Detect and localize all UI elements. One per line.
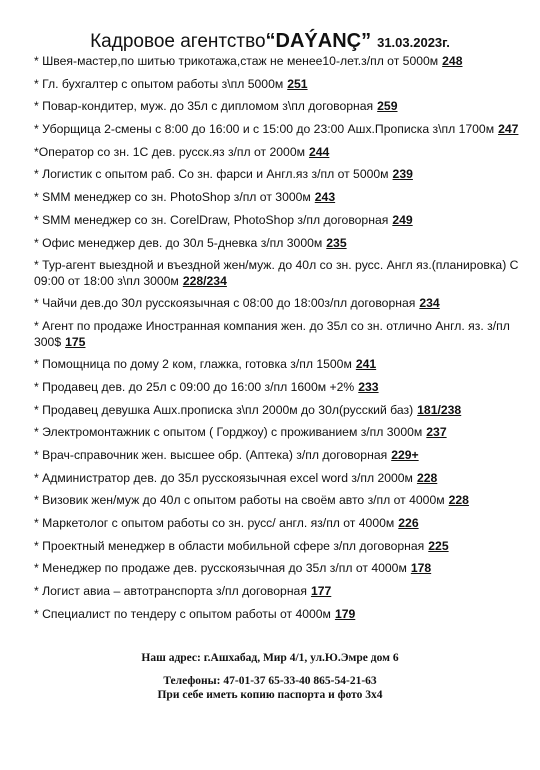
vacancy-code: 177 bbox=[310, 584, 332, 599]
vacancy-code: 239 bbox=[392, 167, 413, 182]
vacancy-item bbox=[34, 77, 520, 93]
vacancy-item bbox=[34, 236, 520, 252]
vacancy-item bbox=[34, 190, 520, 206]
vacancy-text: * Администратор дев. до 35л русскоязычная excel word з/пл 2000м bbox=[34, 470, 413, 485]
vacancy-code: 228/234 bbox=[182, 273, 227, 288]
vacancy-code: 251 bbox=[287, 76, 308, 91]
vacancy-item bbox=[34, 167, 520, 183]
vacancy-code: 249 bbox=[392, 212, 413, 227]
vacancy-text: * Логист авиа – автотранспорта з/пл договорная bbox=[34, 584, 307, 599]
vacancy-text: * Врач-справочник жен. высшее обр. (Аптека) з/пл договорная bbox=[34, 448, 388, 462]
vacancy-text: * Гл. бухгалтер с опытом работы з\пл 5000м bbox=[34, 76, 284, 91]
agency-brand: “DAÝANÇ” bbox=[265, 30, 372, 52]
vacancy-item bbox=[34, 403, 520, 419]
vacancy-code: 181/238 bbox=[417, 402, 462, 417]
vacancy-code: 234 bbox=[419, 296, 440, 311]
vacancy-text: * Менеджер по продаже дев. русскоязычная до 35л з/пл от 4000м bbox=[34, 561, 407, 576]
footer-note: При себе иметь копию паспорта и фото 3х4 bbox=[157, 689, 383, 701]
footer-phones: Телефоны: 47-01-37 65-33-40 865-54-21-63 bbox=[163, 675, 377, 687]
vacancy-code: 237 bbox=[426, 425, 447, 440]
vacancy-code: 233 bbox=[358, 379, 379, 394]
vacancy-text: * Логистик с опытом раб. Со зн. фарси и Англ.яз з/пл от 5000м bbox=[34, 167, 389, 182]
vacancy-text: * Тур-агент выездной и въездной жен/муж. до 40л со зн. русс. Англ яз.(планировка) С 09:00 от 18:00 з\пл 3000м bbox=[34, 258, 519, 288]
listing-date: 31.03.2023г. bbox=[377, 35, 450, 50]
vacancy-item bbox=[34, 448, 520, 464]
vacancy-code: 259 bbox=[377, 99, 398, 114]
vacancy-code: 225 bbox=[428, 538, 449, 553]
vacancy-code: 243 bbox=[314, 190, 336, 205]
vacancy-text: * Специалист по тендеру с опытом работы от 4000м bbox=[34, 606, 331, 621]
vacancy-text: * Продавец девушка Ашх.прописка з\пл 2000м до 30л(русский баз) bbox=[34, 402, 414, 417]
vacancy-text: * Продавец дев. до 25л с 09:00 до 16:00 з/пл 1600м +2% bbox=[34, 379, 355, 394]
vacancy-code: 228 bbox=[448, 493, 469, 508]
vacancy-item bbox=[34, 493, 520, 509]
vacancy-item bbox=[34, 607, 520, 623]
vacancy-text: * Проектный менеджер в области мобильной сфере з/пл договорная bbox=[34, 538, 425, 553]
vacancy-text: * Офис менеджер дев. до 30л 5-дневка з/пл 3000м bbox=[34, 235, 323, 250]
vacancy-code: 241 bbox=[355, 357, 377, 372]
vacancy-code: 179 bbox=[334, 606, 356, 621]
vacancy-item bbox=[34, 99, 520, 115]
vacancy-code: 228 bbox=[416, 470, 438, 485]
vacancy-item bbox=[34, 319, 520, 350]
vacancy-item bbox=[34, 380, 520, 396]
vacancy-code: 226 bbox=[398, 516, 419, 531]
vacancy-text: * Электромонтажник с опытом ( Горджоу) с проживанием з/пл 3000м bbox=[34, 425, 423, 440]
vacancy-item bbox=[34, 213, 520, 229]
vacancy-code: 247 bbox=[498, 122, 519, 137]
page-title bbox=[0, 30, 540, 53]
vacancy-list bbox=[34, 54, 520, 630]
vacancy-code: 235 bbox=[326, 235, 347, 250]
vacancy-text: * Маркетолог с опытом работы со зн. русс/ англ. яз/пл от 4000м bbox=[34, 516, 395, 531]
vacancy-item bbox=[34, 54, 520, 70]
vacancy-item bbox=[34, 516, 520, 532]
vacancy-code: 178 bbox=[410, 561, 432, 576]
vacancy-code: 229+ bbox=[391, 448, 419, 462]
vacancy-text: * Визовик жен/муж до 40л с опытом работы на своём авто з/пл от 4000м bbox=[34, 493, 445, 508]
vacancy-text: * SMM менеджер со зн. PhotoShop з/пл от 3000м bbox=[34, 190, 311, 205]
vacancy-item bbox=[34, 357, 520, 373]
vacancy-code: 248 bbox=[442, 54, 463, 68]
vacancy-item bbox=[34, 296, 520, 312]
agency-title: Кадровое агентство bbox=[90, 31, 266, 52]
vacancy-text: * Помощница по дому 2 ком, глажка, готовка з/пл 1500м bbox=[34, 357, 352, 372]
vacancy-item bbox=[34, 539, 520, 555]
vacancy-text: * Агент по продаже Иностранная компания жен. до 35л со зн. отлично Англ. яз. з/пл 300$ bbox=[34, 319, 510, 349]
vacancy-item bbox=[34, 584, 520, 600]
vacancy-item bbox=[34, 145, 520, 161]
footer-address: Наш адрес: г.Ашхабад, Мир 4/1, ул.Ю.Эмре дом 6 bbox=[141, 652, 399, 664]
vacancy-text: * Уборщица 2-смены с 8:00 до 16:00 и с 15:00 до 23:00 Ашх.Прописка з\пл 1700м bbox=[34, 122, 495, 137]
vacancy-text: * Повар-кондитер, муж. до 35л с дипломом з\пл договорная bbox=[34, 99, 374, 114]
vacancy-text: * SMM менеджер со зн. CorelDraw, PhotoShop з/пл договорная bbox=[34, 212, 389, 227]
vacancy-item bbox=[34, 258, 520, 289]
vacancy-code: 175 bbox=[65, 334, 86, 349]
vacancy-item bbox=[34, 425, 520, 441]
vacancy-code: 244 bbox=[308, 144, 330, 159]
vacancy-item bbox=[34, 471, 520, 487]
vacancy-text: * Швея-мастер,по шитью трикотажа,стаж не менее10-лет.з/пл от 5000м bbox=[34, 54, 439, 68]
vacancy-item bbox=[34, 122, 520, 138]
vacancy-item bbox=[34, 561, 520, 577]
vacancy-text: * Чайчи дев.до 30л русскоязычная с 08:00 до 18:00з/пл договорная bbox=[34, 296, 416, 311]
vacancy-text: *Оператор со зн. 1С дев. русск.яз з/пл от 2000м bbox=[34, 144, 305, 159]
